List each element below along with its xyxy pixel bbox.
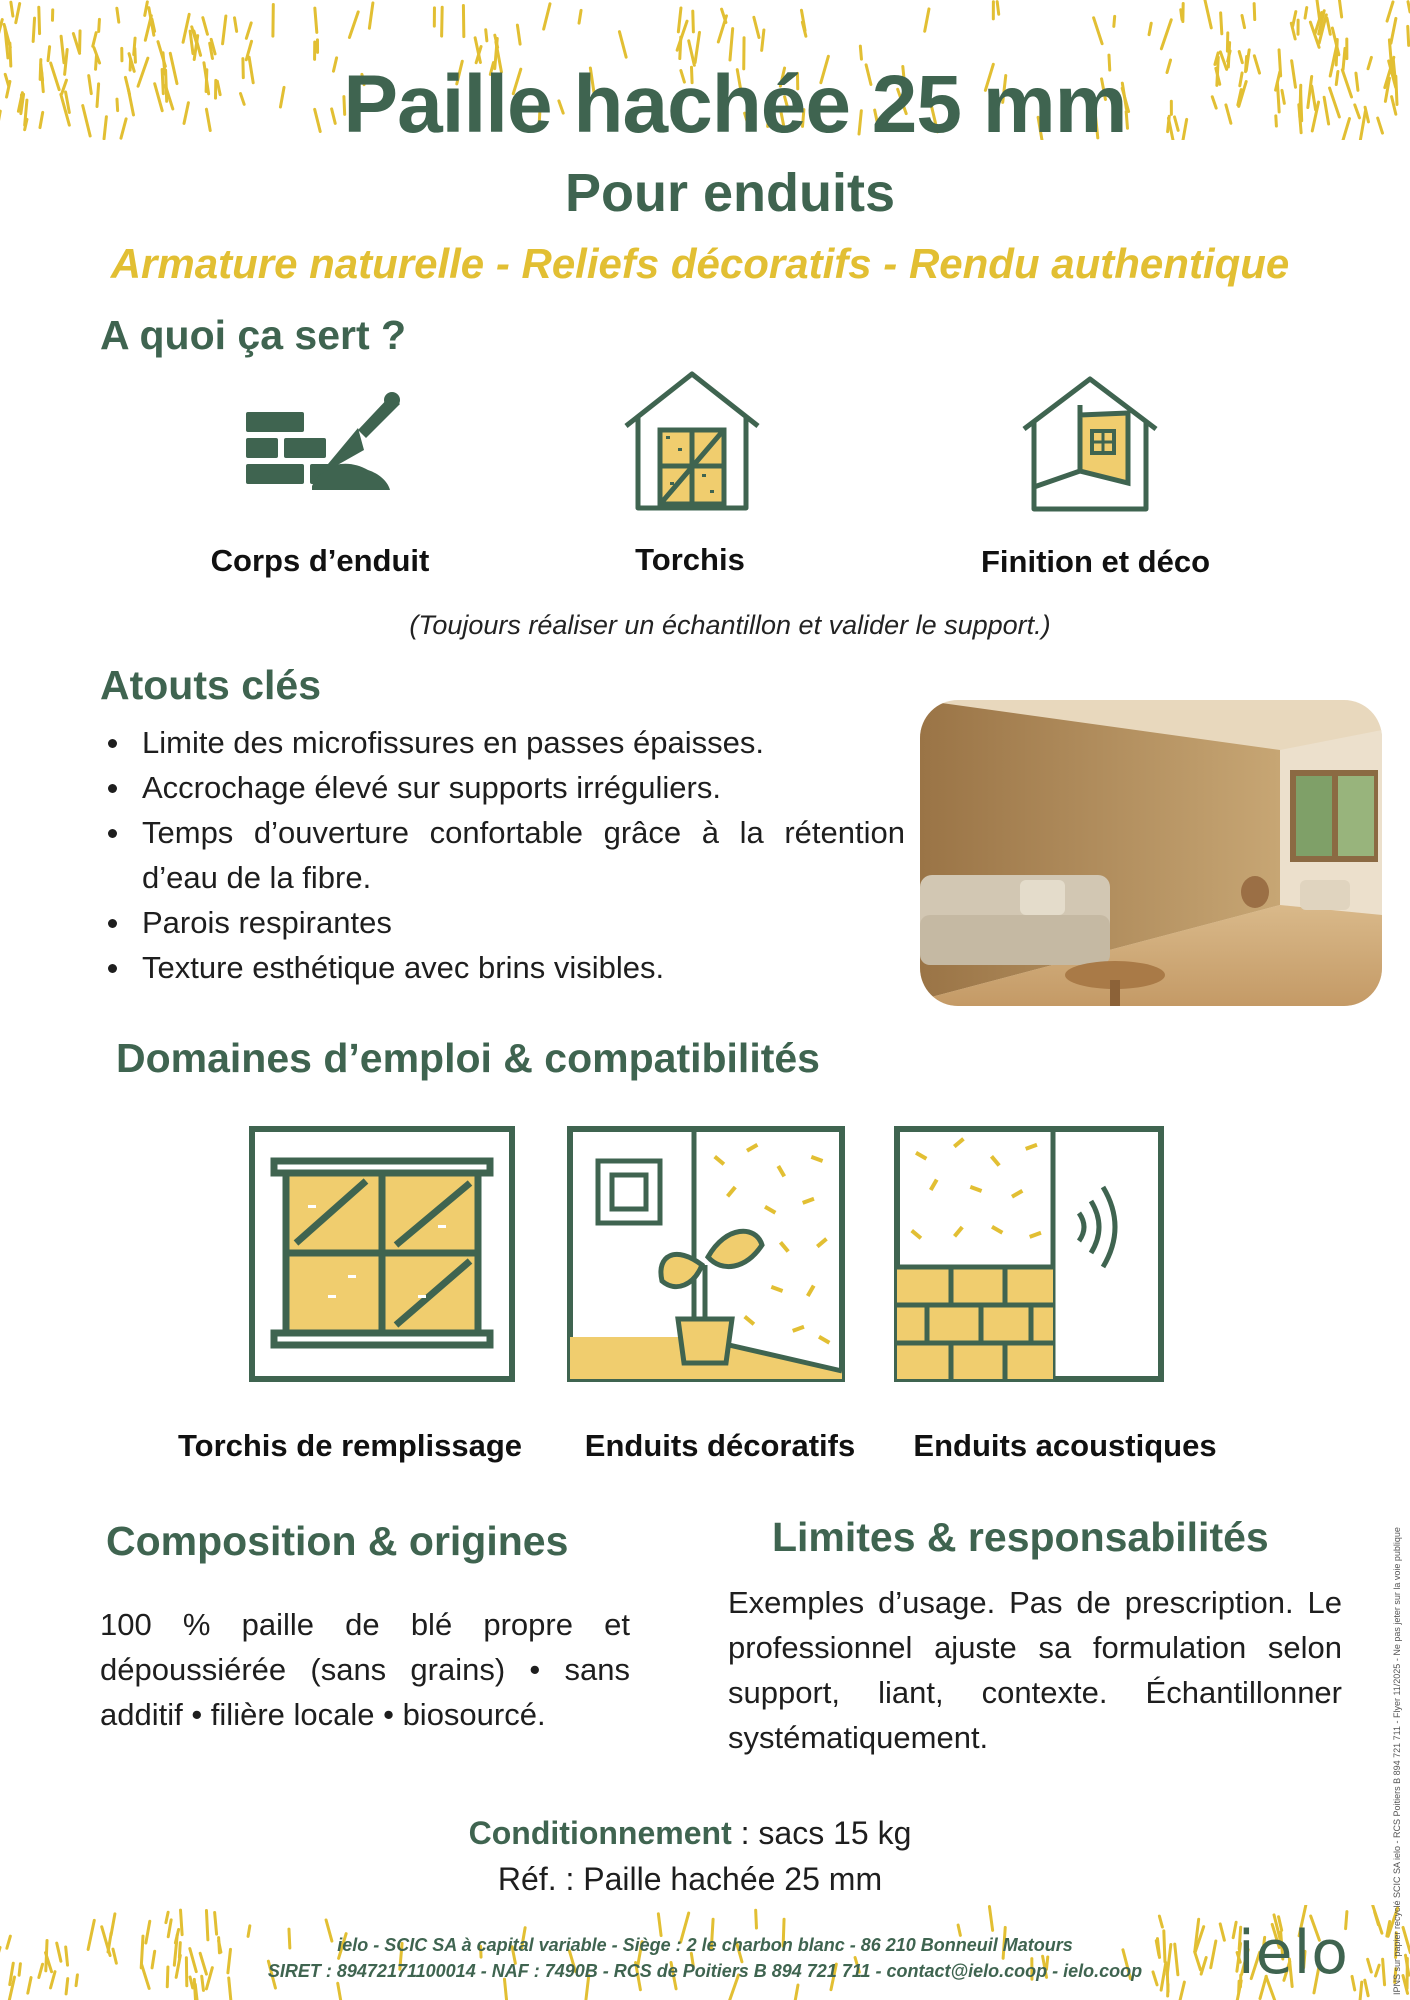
straw-stroke [693,11,694,32]
domaine-label-decoratifs: Enduits décoratifs [584,1428,856,1463]
domaine-label-torchis: Torchis de remplissage [178,1428,522,1463]
straw-stroke [16,4,20,23]
sample-note: (Toujours réaliser un échantillon et valider le support.) [409,610,1051,640]
straw-stroke [678,8,681,32]
straw-stroke [1387,2,1393,21]
straw-stroke [1327,18,1330,34]
legal-vertical-text: IPNS sur papier recyclé SCIC SA ielo - RCS Poitiers B 894 721 711 - Flyer 11/2025 - Ne pas jeter sur la voie publique [1392,1527,1402,1995]
straw-stroke [1114,16,1115,26]
composition-text: 100 % paille de blé propre et dépoussiérée (sans grains) • sans additif • filière locale • biosourcé. [100,1607,630,1732]
straw-stroke [99,19,100,31]
product-reference: Réf. : Paille hachée 25 mm [497,1861,883,1897]
straw-stroke [145,16,151,41]
straw-stroke [246,23,251,38]
tagline: Armature naturelle - Reliefs décoratifs - Rendu authentique [110,240,1290,287]
footer-line-2: SIRET : 89472171100014 - NAF : 7490B - RCS de Poitiers B 894 721 711 - contact@ielo.coop - ielo.coop [267,1961,1143,1981]
house-finish-icon [1020,375,1160,513]
straw-stroke [181,1910,183,1934]
straw-stroke [793,1985,798,2000]
straw-stroke [369,3,373,28]
straw-stroke [0,20,2,33]
domaines-heading: Domaines d’emploi & compatibilités [116,1035,820,1081]
straw-stroke [1254,4,1255,20]
straw-stroke [1242,16,1245,28]
list-item: Accrochage élevé sur supports irréguliers. [100,765,905,810]
straw-stroke [194,1979,195,2000]
limites-text: Exemples d’usage. Pas de prescription. Le professionnel ajuste sa formulation selon support, liant, contexte. Échantillonner systématiquement. [728,1585,1342,1755]
use-label-corps: Corps d’enduit [210,543,430,578]
straw-stroke [1159,1916,1162,1927]
straw-stroke [486,30,487,41]
straw-stroke [1094,18,1102,44]
page-subtitle: Pour enduits [564,163,895,223]
straw-stroke [1293,12,1296,26]
straw-stroke [1305,8,1307,19]
straw-stroke [203,18,208,35]
straw-stroke [989,1907,992,1931]
straw-stroke [1181,10,1182,20]
straw-stroke [619,32,626,57]
straw-stroke [730,29,733,60]
trowel-brick-icon [240,390,405,505]
packaging-label: Conditionnement [468,1815,732,1851]
composition-heading: Composition & origines [106,1518,569,1564]
atouts-heading: Atouts clés [100,662,321,708]
atouts-list [100,720,905,990]
straw-stroke [349,12,358,38]
list-item: Temps d’ouverture confortable grâce à la rétention d’eau de la fibre. [100,810,905,900]
house-torchis-icon [622,370,762,512]
straw-stroke [117,8,119,22]
straw-stroke [504,1979,507,2000]
straw-stroke [145,2,148,16]
decorative-wall-icon [566,1125,846,1383]
straw-stroke [1205,0,1211,28]
straw-stroke [754,17,759,37]
straw-stroke [718,16,726,42]
page-title: Paille hachée 25 mm [343,59,1127,150]
use-label-torchis: Torchis [635,542,745,577]
straw-stroke [1291,23,1295,39]
straw-stroke [762,30,764,50]
straw-stroke [658,1914,661,1936]
straw-stroke [338,1983,342,2000]
straw-stroke [517,25,520,44]
use-label-finition: Finition et déco [980,544,1211,579]
straw-stroke [235,18,237,32]
straw-stroke [1365,1980,1368,1996]
straw-stroke [11,2,13,16]
list-item: Texture esthétique avec brins visibles. [100,945,905,990]
straw-stroke [33,18,34,41]
straw-stroke [442,7,443,36]
straw-stroke [1178,1982,1184,2000]
straw-stroke [1339,0,1341,17]
straw-stroke [1221,13,1222,34]
acoustic-wall-icon [893,1125,1165,1383]
straw-stroke [958,1925,960,1935]
straw-stroke [1373,1906,1382,1934]
straw-stroke [579,10,581,23]
domaine-label-acoustiques: Enduits acoustiques [913,1428,1217,1463]
list-item: Parois respirantes [100,900,905,945]
half-timber-icon [248,1125,516,1383]
straw-stroke [1360,1982,1362,2000]
footer-line-1: ielo - SCIC SA à capital variable - Siège : 2 le charbon blanc - 86 210 Bonneuil Matours [337,1935,1073,1955]
straw-stroke [544,4,550,29]
straw-stroke [183,14,189,42]
straw-stroke [215,1913,217,1935]
list-item: Limite des microfissures en passes épaisses. [100,720,905,765]
straw-stroke [1149,23,1151,34]
straw-stroke [1408,26,1409,45]
straw-stroke [39,7,40,33]
ielo-logo: ielo [1238,1918,1349,1988]
straw-stroke [1391,18,1396,43]
packaging-line [0,1815,1380,1852]
straw-stroke [223,16,226,44]
straw-stroke [680,37,681,58]
straw-stroke [1161,20,1171,49]
limites-heading: Limites & responsabilités [772,1514,1269,1560]
packaging-value: : sacs 15 kg [731,1815,912,1851]
straw-stroke [756,1910,757,1928]
living-room-photo [920,700,1382,1006]
straw-stroke [93,33,96,47]
straw-stroke [925,9,929,31]
uses-heading: A quoi ça sert ? [100,312,407,358]
straw-stroke [166,1912,168,1922]
straw-stroke [315,8,317,32]
straw-stroke [997,2,999,15]
